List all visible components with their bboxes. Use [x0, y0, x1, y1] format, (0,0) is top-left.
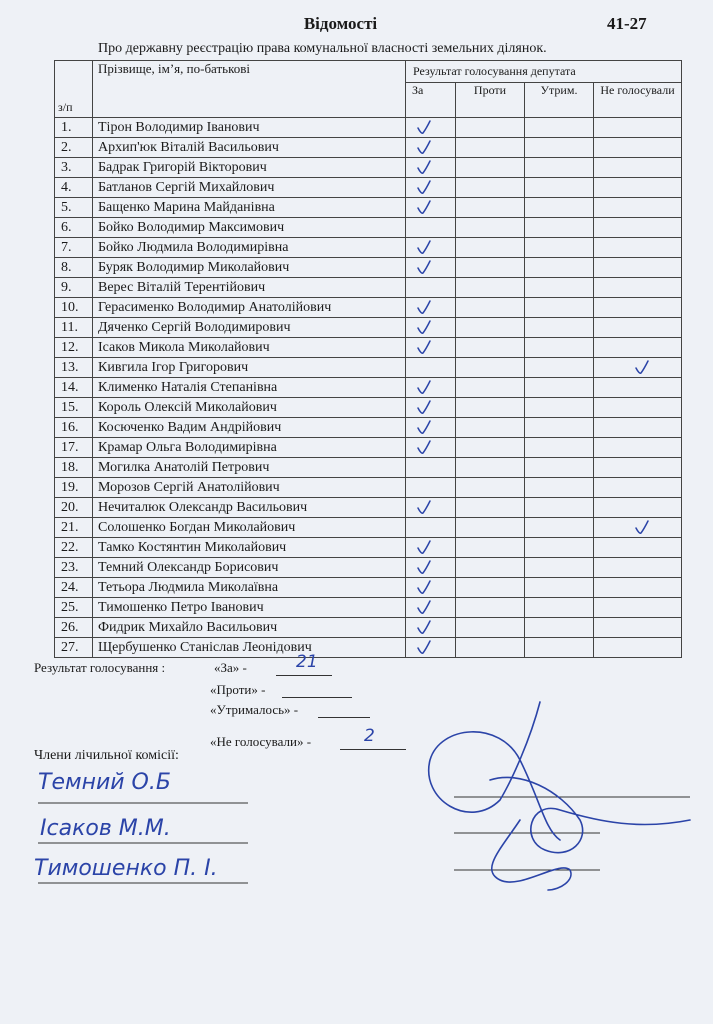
row-name: Батланов Сергій Михайлович	[93, 178, 406, 198]
row-number: 13.	[55, 358, 93, 378]
row-name: Тимошенко Петро Іванович	[93, 598, 406, 618]
row-number: 6.	[55, 218, 93, 238]
row-name: Темний Олександр Борисович	[93, 558, 406, 578]
commission-member-3: Тимошенко П. І.	[34, 856, 218, 881]
row-number: 15.	[55, 398, 93, 418]
row-name: Нечиталюк Олександр Васильович	[93, 498, 406, 518]
commission-label: Члени лічильної комісії:	[34, 748, 179, 763]
header-ne-golosuvaly: Не голосували	[594, 83, 682, 118]
header-za: За	[406, 83, 456, 118]
summary-utrym-label: «Утрималось» -	[210, 702, 299, 717]
document-subtitle: Про державну реєстрацію права комунальної власності земельних ділянок.	[98, 41, 547, 56]
row-number: 11.	[55, 318, 93, 338]
row-name: Дяченко Сергій Володимирович	[93, 318, 406, 338]
row-name: Могилка Анатолій Петрович	[93, 458, 406, 478]
summary-proty-label: «Проти» -	[210, 682, 266, 697]
chairman-signature	[429, 702, 690, 890]
row-name: Бадрак Григорій Вікторович	[93, 158, 406, 178]
summary-za-label: «За» -	[214, 660, 247, 675]
row-number: 17.	[55, 438, 93, 458]
commission-member-1: Темний О.Б	[38, 770, 171, 795]
row-name: Морозов Сергій Анатолійович	[93, 478, 406, 498]
row-name: Тірон Володимир Іванович	[93, 118, 406, 138]
row-number: 22.	[55, 538, 93, 558]
row-name: Тетьора Людмила Миколаївна	[93, 578, 406, 598]
header-result: Результат голосування депутата	[406, 61, 682, 83]
row-number: 20.	[55, 498, 93, 518]
row-number: 7.	[55, 238, 93, 258]
summary-label: Результат голосування :	[34, 660, 166, 675]
document-title: Відомості	[303, 14, 378, 33]
row-name: Фидрик Михайло Васильович	[93, 618, 406, 638]
row-name: Ісаков Микола Миколайович	[93, 338, 406, 358]
row-name: Клименко Наталія Степанівна	[93, 378, 406, 398]
summary-ne-value: 2	[364, 726, 375, 746]
header-number: з/п	[55, 61, 93, 118]
row-number: 14.	[55, 378, 93, 398]
row-name: Солошенко Богдан Миколайович	[93, 518, 406, 538]
row-number: 16.	[55, 418, 93, 438]
row-name: Король Олексій Миколайович	[93, 398, 406, 418]
row-number: 27.	[55, 638, 93, 658]
row-number: 4.	[55, 178, 93, 198]
row-number: 26.	[55, 618, 93, 638]
row-name: Крамар Ольга Володимирівна	[93, 438, 406, 458]
row-number: 5.	[55, 198, 93, 218]
row-name: Бойко Людмила Володимирівна	[93, 238, 406, 258]
summary-za-value: 21	[296, 652, 318, 672]
row-name: Тамко Костянтин Миколайович	[93, 538, 406, 558]
row-number: 24.	[55, 578, 93, 598]
row-name: Бащенко Марина Майданівна	[93, 198, 406, 218]
row-number: 18.	[55, 458, 93, 478]
row-name: Верес Віталій Терентійович	[93, 278, 406, 298]
header-name: Прізвище, ім’я, по-батькові	[93, 61, 406, 118]
row-number: 21.	[55, 518, 93, 538]
commission-member-2: Ісаков М.М.	[40, 816, 171, 841]
document-number: 41-27	[607, 14, 647, 33]
row-number: 9.	[55, 278, 93, 298]
row-number: 8.	[55, 258, 93, 278]
row-number: 23.	[55, 558, 93, 578]
row-name: Косюченко Вадим Андрійович	[93, 418, 406, 438]
row-number: 3.	[55, 158, 93, 178]
row-number: 1.	[55, 118, 93, 138]
row-number: 25.	[55, 598, 93, 618]
row-number: 19.	[55, 478, 93, 498]
header-utrym: Утрим.	[525, 83, 594, 118]
row-name: Кивгила Ігор Григорович	[93, 358, 406, 378]
row-name: Герасименко Володимир Анатолійович	[93, 298, 406, 318]
row-name: Буряк Володимир Миколайович	[93, 258, 406, 278]
header-proty: Проти	[456, 83, 525, 118]
row-number: 2.	[55, 138, 93, 158]
row-name: Щербушенко Станіслав Леонідович	[93, 638, 406, 658]
row-number: 12.	[55, 338, 93, 358]
summary-ne-label: «Не голосували» -	[210, 734, 312, 749]
row-number: 10.	[55, 298, 93, 318]
row-name: Архип'юк Віталій Васильович	[93, 138, 406, 158]
row-name: Бойко Володимир Максимович	[93, 218, 406, 238]
